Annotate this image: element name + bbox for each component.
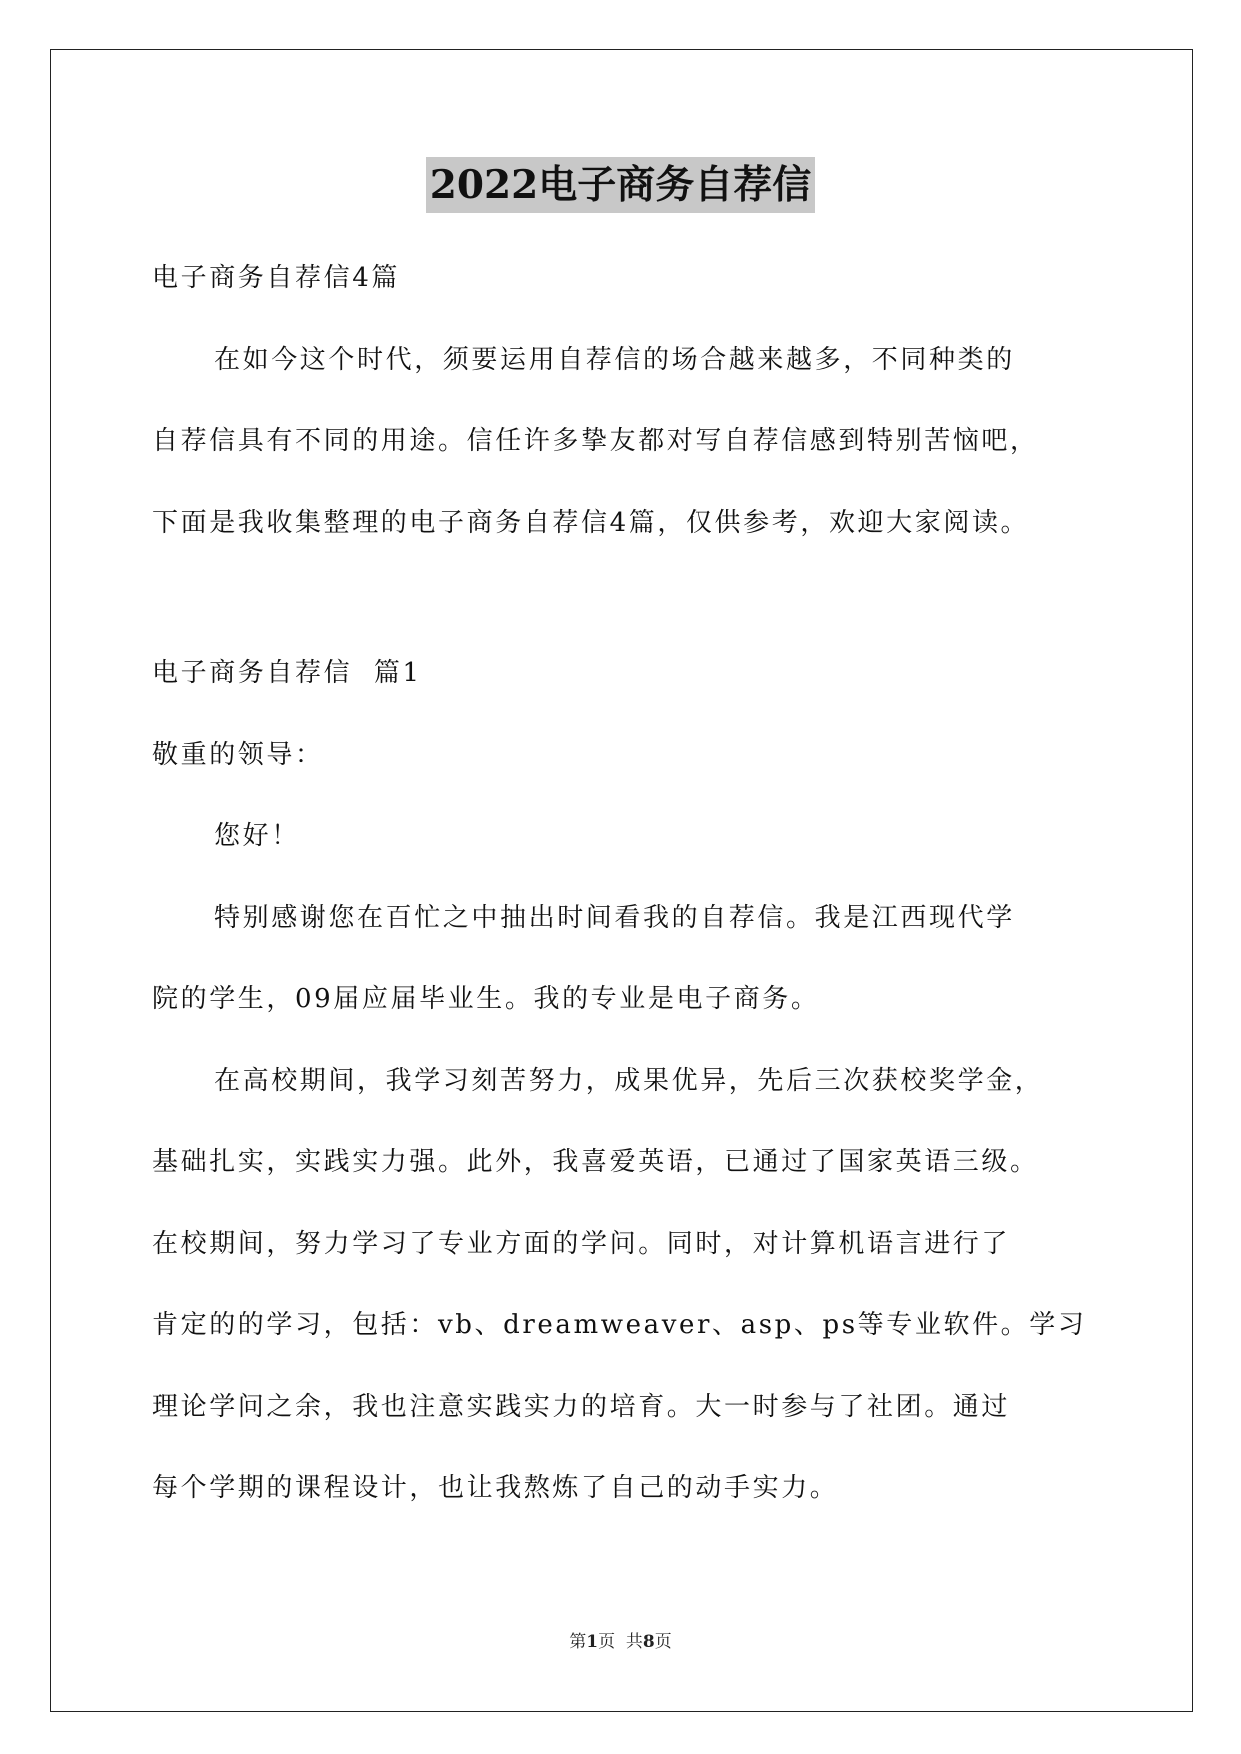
footer-mid: 页 共: [598, 1632, 643, 1652]
letter-heading: 电子商务自荐信 篇1: [152, 658, 422, 688]
document-subtitle: 电子商务自荐信4篇: [152, 263, 400, 293]
intro-line-2: 自荐信具有不同的用途。信任许多挚友都对写自荐信感到特别苦恼吧，: [152, 426, 1039, 456]
para2-line-6: 每个学期的课程设计，也让我熬炼了自己的动手实力。: [152, 1473, 839, 1503]
para2-line-5: 理论学问之余，我也注意实践实力的培育。大一时参与了社团。通过: [152, 1391, 1011, 1422]
para2-line-1: 在高校期间，我学习刻苦努力，成果优异，先后三次获校奖学金，: [214, 1065, 1044, 1096]
title-area: [0, 157, 1241, 213]
section-gap: [152, 564, 1097, 633]
intro-line-3: 下面是我收集整理的电子商务自荐信4篇，仅供参考，欢迎大家阅读。: [152, 507, 1030, 538]
footer-current-page: 1: [586, 1632, 599, 1652]
para2-line-2: 基础扎实，实践实力强。此外，我喜爱英语，已通过了国家英语三级。: [152, 1147, 1039, 1177]
para1-line-1: 特别感谢您在百忙之中抽出时间看我的自荐信。我是江西现代学: [214, 902, 1015, 933]
letter-salutation: 敬重的领导：: [152, 739, 324, 770]
intro-line-1: 在如今这个时代，须要运用自荐信的场合越来越多，不同种类的: [214, 344, 1015, 375]
para1-line-2: 院的学生，09届应届毕业生。我的专业是电子商务。: [152, 984, 820, 1014]
para2-line-4: 肯定的的学习，包括：vb、dreamweaver、asp、ps等专业软件。学习: [152, 1310, 1087, 1340]
footer-prefix: 第: [569, 1632, 587, 1652]
document-title: 2022电子商务自荐信: [426, 157, 816, 213]
footer-total-pages: 8: [642, 1632, 655, 1652]
para2-line-3: 在校期间，努力学习了专业方面的学问。同时，对计算机语言进行了: [152, 1228, 1011, 1259]
document-body: [152, 238, 1097, 1530]
page-footer: [0, 1627, 1241, 1652]
footer-suffix: 页: [654, 1632, 672, 1652]
letter-greeting: 您好！: [214, 821, 300, 851]
